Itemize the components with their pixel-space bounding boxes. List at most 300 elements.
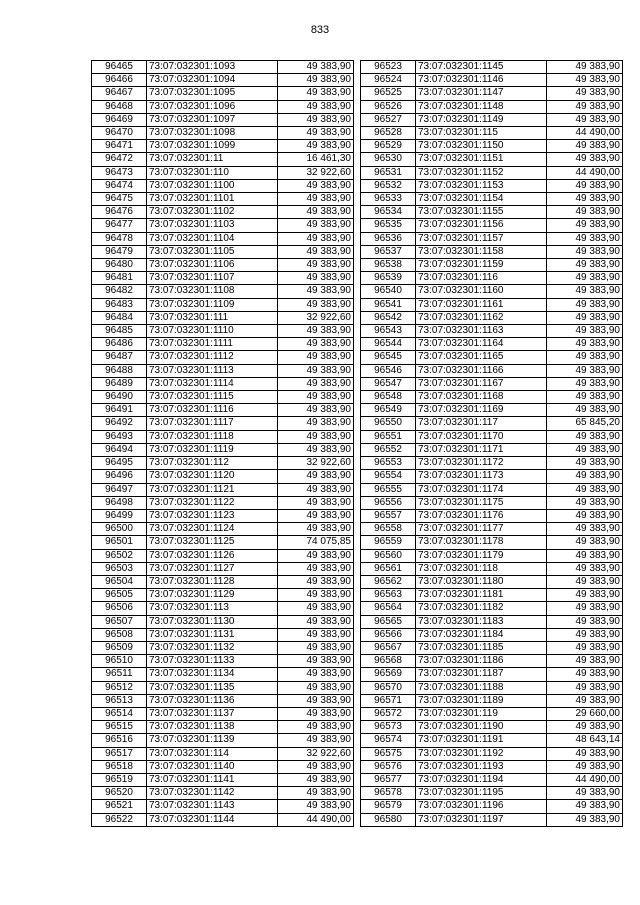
- row-number-cell: 96569: [361, 668, 416, 681]
- table-row: [92, 166, 354, 179]
- row-number-cell: 96502: [92, 549, 147, 562]
- cadastral-number-cell: 73:07:032301:1107: [147, 272, 278, 285]
- cadastral-number-cell: 73:07:032301:117: [416, 417, 547, 430]
- table-row: [92, 681, 354, 694]
- cadastral-number-cell: 73:07:032301:1142: [147, 787, 278, 800]
- table-row: [92, 259, 354, 272]
- value-cell: 65 845,20: [547, 417, 623, 430]
- row-number-cell: 96479: [92, 245, 147, 258]
- cadastral-number-cell: 73:07:032301:110: [147, 166, 278, 179]
- value-cell: 49 383,90: [547, 272, 623, 285]
- cadastral-number-cell: 73:07:032301:1113: [147, 364, 278, 377]
- row-number-cell: 96476: [92, 206, 147, 219]
- table-row: [361, 272, 623, 285]
- row-number-cell: 96565: [361, 615, 416, 628]
- cadastral-number-cell: 73:07:032301:1105: [147, 245, 278, 258]
- table-row: [361, 641, 623, 654]
- cadastral-number-cell: 73:07:032301:1162: [416, 311, 547, 324]
- cadastral-number-cell: 73:07:032301:1128: [147, 575, 278, 588]
- cadastral-number-cell: 73:07:032301:1148: [416, 100, 547, 113]
- value-cell: 49 383,90: [547, 259, 623, 272]
- table-row: [92, 694, 354, 707]
- table-row: [92, 74, 354, 87]
- value-cell: 49 383,90: [547, 813, 623, 826]
- cadastral-number-cell: 73:07:032301:1173: [416, 470, 547, 483]
- row-number-cell: 96561: [361, 562, 416, 575]
- table-row: [361, 245, 623, 258]
- table-row: [361, 562, 623, 575]
- row-number-cell: 96478: [92, 232, 147, 245]
- row-number-cell: 96511: [92, 668, 147, 681]
- value-cell: 49 383,90: [278, 483, 354, 496]
- cadastral-number-cell: 73:07:032301:1165: [416, 351, 547, 364]
- table-row: [92, 338, 354, 351]
- cadastral-number-cell: 73:07:032301:1137: [147, 707, 278, 720]
- row-number-cell: 96537: [361, 245, 416, 258]
- cadastral-number-cell: 73:07:032301:1093: [147, 61, 278, 74]
- table-row: [361, 655, 623, 668]
- table-row: [92, 113, 354, 126]
- value-cell: 49 383,90: [547, 391, 623, 404]
- row-number-cell: 96492: [92, 417, 147, 430]
- cadastral-number-cell: 73:07:032301:1154: [416, 193, 547, 206]
- cadastral-number-cell: 73:07:032301:1166: [416, 364, 547, 377]
- table-row: [92, 615, 354, 628]
- value-cell: 49 383,90: [547, 179, 623, 192]
- value-cell: 49 383,90: [547, 74, 623, 87]
- cadastral-number-cell: 73:07:032301:1163: [416, 325, 547, 338]
- row-number-cell: 96573: [361, 721, 416, 734]
- value-cell: 49 383,90: [547, 206, 623, 219]
- row-number-cell: 96555: [361, 483, 416, 496]
- cadastral-number-cell: 73:07:032301:1096: [147, 100, 278, 113]
- table-body-left: [92, 61, 354, 827]
- table-row: [92, 272, 354, 285]
- value-cell: 32 922,60: [278, 747, 354, 760]
- cadastral-number-cell: 73:07:032301:1196: [416, 800, 547, 813]
- row-number-cell: 96534: [361, 206, 416, 219]
- row-number-cell: 96574: [361, 734, 416, 747]
- table-row: [92, 575, 354, 588]
- table-row: [92, 61, 354, 74]
- value-cell: 49 383,90: [547, 694, 623, 707]
- cadastral-number-cell: 73:07:032301:1179: [416, 549, 547, 562]
- cadastral-number-cell: 73:07:032301:1119: [147, 443, 278, 456]
- cadastral-number-cell: 73:07:032301:113: [147, 602, 278, 615]
- row-number-cell: 96471: [92, 140, 147, 153]
- value-cell: 32 922,60: [278, 457, 354, 470]
- cadastral-number-cell: 73:07:032301:1117: [147, 417, 278, 430]
- value-cell: 32 922,60: [278, 311, 354, 324]
- cadastral-number-cell: 73:07:032301:1150: [416, 140, 547, 153]
- row-number-cell: 96484: [92, 311, 147, 324]
- row-number-cell: 96539: [361, 272, 416, 285]
- table-row: [92, 193, 354, 206]
- row-number-cell: 96536: [361, 232, 416, 245]
- value-cell: 49 383,90: [547, 470, 623, 483]
- value-cell: 49 383,90: [278, 298, 354, 311]
- row-number-cell: 96523: [361, 61, 416, 74]
- table-row: [361, 773, 623, 786]
- row-number-cell: 96482: [92, 285, 147, 298]
- cadastral-number-cell: 73:07:032301:111: [147, 311, 278, 324]
- table-row: [361, 351, 623, 364]
- row-number-cell: 96473: [92, 166, 147, 179]
- cadastral-number-cell: 73:07:032301:1164: [416, 338, 547, 351]
- value-cell: 49 383,90: [278, 721, 354, 734]
- table-row: [361, 100, 623, 113]
- table-row: [92, 219, 354, 232]
- value-cell: 49 383,90: [547, 351, 623, 364]
- cadastral-number-cell: 73:07:032301:1149: [416, 113, 547, 126]
- table-row: [361, 787, 623, 800]
- table-body-right: [361, 61, 623, 827]
- value-cell: 49 383,90: [547, 668, 623, 681]
- table-row: [361, 430, 623, 443]
- cadastral-number-cell: 73:07:032301:1185: [416, 641, 547, 654]
- data-table-left: [91, 60, 354, 827]
- cadastral-number-cell: 73:07:032301:1188: [416, 681, 547, 694]
- table-row: [361, 734, 623, 747]
- value-cell: 49 383,90: [278, 338, 354, 351]
- row-number-cell: 96566: [361, 628, 416, 641]
- cadastral-number-cell: 73:07:032301:1157: [416, 232, 547, 245]
- value-cell: 44 490,00: [547, 127, 623, 140]
- cadastral-number-cell: 73:07:032301:1152: [416, 166, 547, 179]
- table-row: [92, 734, 354, 747]
- cadastral-number-cell: 73:07:032301:1159: [416, 259, 547, 272]
- value-cell: 32 922,60: [278, 166, 354, 179]
- row-number-cell: 96564: [361, 602, 416, 615]
- data-table-right: [360, 60, 623, 827]
- value-cell: 49 383,90: [547, 575, 623, 588]
- value-cell: 49 383,90: [278, 417, 354, 430]
- value-cell: 49 383,90: [547, 311, 623, 324]
- cadastral-number-cell: 73:07:032301:1135: [147, 681, 278, 694]
- table-row: [92, 523, 354, 536]
- row-number-cell: 96487: [92, 351, 147, 364]
- cadastral-number-cell: 73:07:032301:116: [416, 272, 547, 285]
- row-number-cell: 96503: [92, 562, 147, 575]
- table-row: [361, 74, 623, 87]
- row-number-cell: 96475: [92, 193, 147, 206]
- value-cell: 49 383,90: [278, 655, 354, 668]
- value-cell: 49 383,90: [547, 140, 623, 153]
- table-row: [361, 206, 623, 219]
- table-row: [92, 457, 354, 470]
- row-number-cell: 96501: [92, 536, 147, 549]
- cadastral-number-cell: 73:07:032301:1153: [416, 179, 547, 192]
- value-cell: 49 383,90: [278, 589, 354, 602]
- value-cell: 49 383,90: [547, 430, 623, 443]
- cadastral-number-cell: 73:07:032301:1192: [416, 747, 547, 760]
- table-row: [92, 496, 354, 509]
- value-cell: 49 383,90: [547, 483, 623, 496]
- cadastral-number-cell: 73:07:032301:1191: [416, 734, 547, 747]
- row-number-cell: 96557: [361, 509, 416, 522]
- row-number-cell: 96580: [361, 813, 416, 826]
- cadastral-number-cell: 73:07:032301:1115: [147, 391, 278, 404]
- cadastral-number-cell: 73:07:032301:1110: [147, 325, 278, 338]
- cadastral-number-cell: 73:07:032301:1172: [416, 457, 547, 470]
- value-cell: 49 383,90: [547, 153, 623, 166]
- row-number-cell: 96510: [92, 655, 147, 668]
- row-number-cell: 96514: [92, 707, 147, 720]
- value-cell: 49 383,90: [278, 470, 354, 483]
- value-cell: 49 383,90: [278, 681, 354, 694]
- cadastral-number-cell: 73:07:032301:1175: [416, 496, 547, 509]
- table-row: [92, 285, 354, 298]
- value-cell: 49 383,90: [547, 219, 623, 232]
- cadastral-number-cell: 73:07:032301:1121: [147, 483, 278, 496]
- row-number-cell: 96572: [361, 707, 416, 720]
- table-row: [361, 549, 623, 562]
- value-cell: 49 383,90: [547, 787, 623, 800]
- table-row: [92, 232, 354, 245]
- row-number-cell: 96474: [92, 179, 147, 192]
- cadastral-number-cell: 73:07:032301:1103: [147, 219, 278, 232]
- table-row: [361, 509, 623, 522]
- table-row: [92, 668, 354, 681]
- value-cell: 49 383,90: [547, 496, 623, 509]
- table-row: [361, 457, 623, 470]
- value-cell: 49 383,90: [278, 232, 354, 245]
- row-number-cell: 96491: [92, 404, 147, 417]
- cadastral-number-cell: 73:07:032301:1168: [416, 391, 547, 404]
- table-row: [361, 760, 623, 773]
- row-number-cell: 96543: [361, 325, 416, 338]
- cadastral-number-cell: 73:07:032301:115: [416, 127, 547, 140]
- row-number-cell: 96538: [361, 259, 416, 272]
- value-cell: 49 383,90: [278, 549, 354, 562]
- cadastral-number-cell: 73:07:032301:1193: [416, 760, 547, 773]
- row-number-cell: 96481: [92, 272, 147, 285]
- table-row: [92, 589, 354, 602]
- cadastral-number-cell: 73:07:032301:1170: [416, 430, 547, 443]
- cadastral-number-cell: 73:07:032301:1187: [416, 668, 547, 681]
- row-number-cell: 96562: [361, 575, 416, 588]
- row-number-cell: 96497: [92, 483, 147, 496]
- row-number-cell: 96469: [92, 113, 147, 126]
- table-row: [361, 602, 623, 615]
- cadastral-number-cell: 73:07:032301:1140: [147, 760, 278, 773]
- value-cell: 49 383,90: [278, 641, 354, 654]
- row-number-cell: 96468: [92, 100, 147, 113]
- table-row: [361, 166, 623, 179]
- table-row: [92, 602, 354, 615]
- row-number-cell: 96519: [92, 773, 147, 786]
- table-row: [361, 483, 623, 496]
- row-number-cell: 96504: [92, 575, 147, 588]
- value-cell: 49 383,90: [278, 61, 354, 74]
- row-number-cell: 96494: [92, 443, 147, 456]
- row-number-cell: 96526: [361, 100, 416, 113]
- value-cell: 49 383,90: [278, 800, 354, 813]
- row-number-cell: 96472: [92, 153, 147, 166]
- cadastral-number-cell: 73:07:032301:1129: [147, 589, 278, 602]
- row-number-cell: 96498: [92, 496, 147, 509]
- row-number-cell: 96558: [361, 523, 416, 536]
- value-cell: 49 383,90: [547, 760, 623, 773]
- row-number-cell: 96544: [361, 338, 416, 351]
- row-number-cell: 96499: [92, 509, 147, 522]
- value-cell: 49 383,90: [278, 364, 354, 377]
- cadastral-number-cell: 73:07:032301:1184: [416, 628, 547, 641]
- table-row: [92, 707, 354, 720]
- row-number-cell: 96540: [361, 285, 416, 298]
- cadastral-number-cell: 73:07:032301:1156: [416, 219, 547, 232]
- row-number-cell: 96553: [361, 457, 416, 470]
- table-row: [361, 285, 623, 298]
- cadastral-number-cell: 73:07:032301:1133: [147, 655, 278, 668]
- table-row: [92, 206, 354, 219]
- row-number-cell: 96521: [92, 800, 147, 813]
- value-cell: 49 383,90: [278, 787, 354, 800]
- value-cell: 49 383,90: [547, 377, 623, 390]
- row-number-cell: 96560: [361, 549, 416, 562]
- cadastral-number-cell: 73:07:032301:1123: [147, 509, 278, 522]
- row-number-cell: 96529: [361, 140, 416, 153]
- row-number-cell: 96525: [361, 87, 416, 100]
- row-number-cell: 96528: [361, 127, 416, 140]
- value-cell: 49 383,90: [278, 325, 354, 338]
- table-row: [92, 628, 354, 641]
- value-cell: 49 383,90: [547, 232, 623, 245]
- table-row: [92, 87, 354, 100]
- table-row: [361, 813, 623, 826]
- table-row: [92, 443, 354, 456]
- table-row: [92, 391, 354, 404]
- row-number-cell: 96500: [92, 523, 147, 536]
- row-number-cell: 96480: [92, 259, 147, 272]
- table-row: [361, 140, 623, 153]
- cadastral-number-cell: 73:07:032301:1171: [416, 443, 547, 456]
- table-row: [361, 338, 623, 351]
- row-number-cell: 96556: [361, 496, 416, 509]
- row-number-cell: 96579: [361, 800, 416, 813]
- row-number-cell: 96493: [92, 430, 147, 443]
- table-row: [361, 219, 623, 232]
- table-row: [361, 575, 623, 588]
- row-number-cell: 96490: [92, 391, 147, 404]
- table-row: [92, 430, 354, 443]
- cadastral-number-cell: 73:07:032301:1094: [147, 74, 278, 87]
- table-row: [361, 536, 623, 549]
- cadastral-number-cell: 73:07:032301:1127: [147, 562, 278, 575]
- table-row: [361, 668, 623, 681]
- table-row: [361, 417, 623, 430]
- table-row: [361, 377, 623, 390]
- row-number-cell: 96530: [361, 153, 416, 166]
- cadastral-number-cell: 73:07:032301:1146: [416, 74, 547, 87]
- row-number-cell: 96542: [361, 311, 416, 324]
- row-number-cell: 96509: [92, 641, 147, 654]
- value-cell: 49 383,90: [278, 773, 354, 786]
- cadastral-number-cell: 73:07:032301:1112: [147, 351, 278, 364]
- cadastral-number-cell: 73:07:032301:1145: [416, 61, 547, 74]
- row-number-cell: 96518: [92, 760, 147, 773]
- row-number-cell: 96495: [92, 457, 147, 470]
- value-cell: 49 383,90: [547, 655, 623, 668]
- row-number-cell: 96535: [361, 219, 416, 232]
- cadastral-number-cell: 73:07:032301:1104: [147, 232, 278, 245]
- table-row: [92, 641, 354, 654]
- cadastral-number-cell: 73:07:032301:1099: [147, 140, 278, 153]
- table-row: [361, 179, 623, 192]
- table-row: [92, 127, 354, 140]
- row-number-cell: 96527: [361, 113, 416, 126]
- cadastral-number-cell: 73:07:032301:1126: [147, 549, 278, 562]
- cadastral-number-cell: 73:07:032301:1101: [147, 193, 278, 206]
- value-cell: 49 383,90: [278, 140, 354, 153]
- value-cell: 49 383,90: [547, 113, 623, 126]
- cadastral-number-cell: 73:07:032301:1190: [416, 721, 547, 734]
- value-cell: 49 383,90: [547, 245, 623, 258]
- cadastral-number-cell: 73:07:032301:1120: [147, 470, 278, 483]
- value-cell: 49 383,90: [547, 509, 623, 522]
- table-row: [92, 179, 354, 192]
- value-cell: 49 383,90: [278, 562, 354, 575]
- row-number-cell: 96577: [361, 773, 416, 786]
- value-cell: 49 383,90: [547, 536, 623, 549]
- cadastral-number-cell: 73:07:032301:1174: [416, 483, 547, 496]
- value-cell: 49 383,90: [278, 404, 354, 417]
- value-cell: 49 383,90: [278, 206, 354, 219]
- value-cell: 49 383,90: [278, 74, 354, 87]
- row-number-cell: 96546: [361, 364, 416, 377]
- cadastral-number-cell: 73:07:032301:119: [416, 707, 547, 720]
- value-cell: 49 383,90: [547, 87, 623, 100]
- value-cell: 49 383,90: [278, 734, 354, 747]
- cadastral-number-cell: 73:07:032301:1181: [416, 589, 547, 602]
- row-number-cell: 96516: [92, 734, 147, 747]
- value-cell: 49 383,90: [547, 747, 623, 760]
- cadastral-number-cell: 73:07:032301:1180: [416, 575, 547, 588]
- value-cell: 49 383,90: [278, 575, 354, 588]
- row-number-cell: 96465: [92, 61, 147, 74]
- value-cell: 49 383,90: [547, 800, 623, 813]
- cadastral-number-cell: 73:07:032301:118: [416, 562, 547, 575]
- row-number-cell: 96524: [361, 74, 416, 87]
- value-cell: 49 383,90: [547, 61, 623, 74]
- row-number-cell: 96571: [361, 694, 416, 707]
- table-row: [92, 655, 354, 668]
- row-number-cell: 96496: [92, 470, 147, 483]
- value-cell: 49 383,90: [278, 285, 354, 298]
- cadastral-number-cell: 73:07:032301:1197: [416, 813, 547, 826]
- cadastral-number-cell: 73:07:032301:1108: [147, 285, 278, 298]
- row-number-cell: 96485: [92, 325, 147, 338]
- value-cell: 49 383,90: [278, 602, 354, 615]
- table-row: [361, 615, 623, 628]
- value-cell: 49 383,90: [278, 523, 354, 536]
- table-row: [92, 787, 354, 800]
- table-row: [361, 404, 623, 417]
- row-number-cell: 96551: [361, 430, 416, 443]
- table-row: [92, 747, 354, 760]
- table-row: [92, 364, 354, 377]
- table-row: [92, 311, 354, 324]
- value-cell: 49 383,90: [547, 100, 623, 113]
- cadastral-number-cell: 73:07:032301:1134: [147, 668, 278, 681]
- value-cell: 49 383,90: [278, 615, 354, 628]
- table-row: [92, 351, 354, 364]
- value-cell: 49 383,90: [278, 430, 354, 443]
- cadastral-number-cell: 73:07:032301:1116: [147, 404, 278, 417]
- table-row: [361, 470, 623, 483]
- row-number-cell: 96477: [92, 219, 147, 232]
- table-row: [361, 193, 623, 206]
